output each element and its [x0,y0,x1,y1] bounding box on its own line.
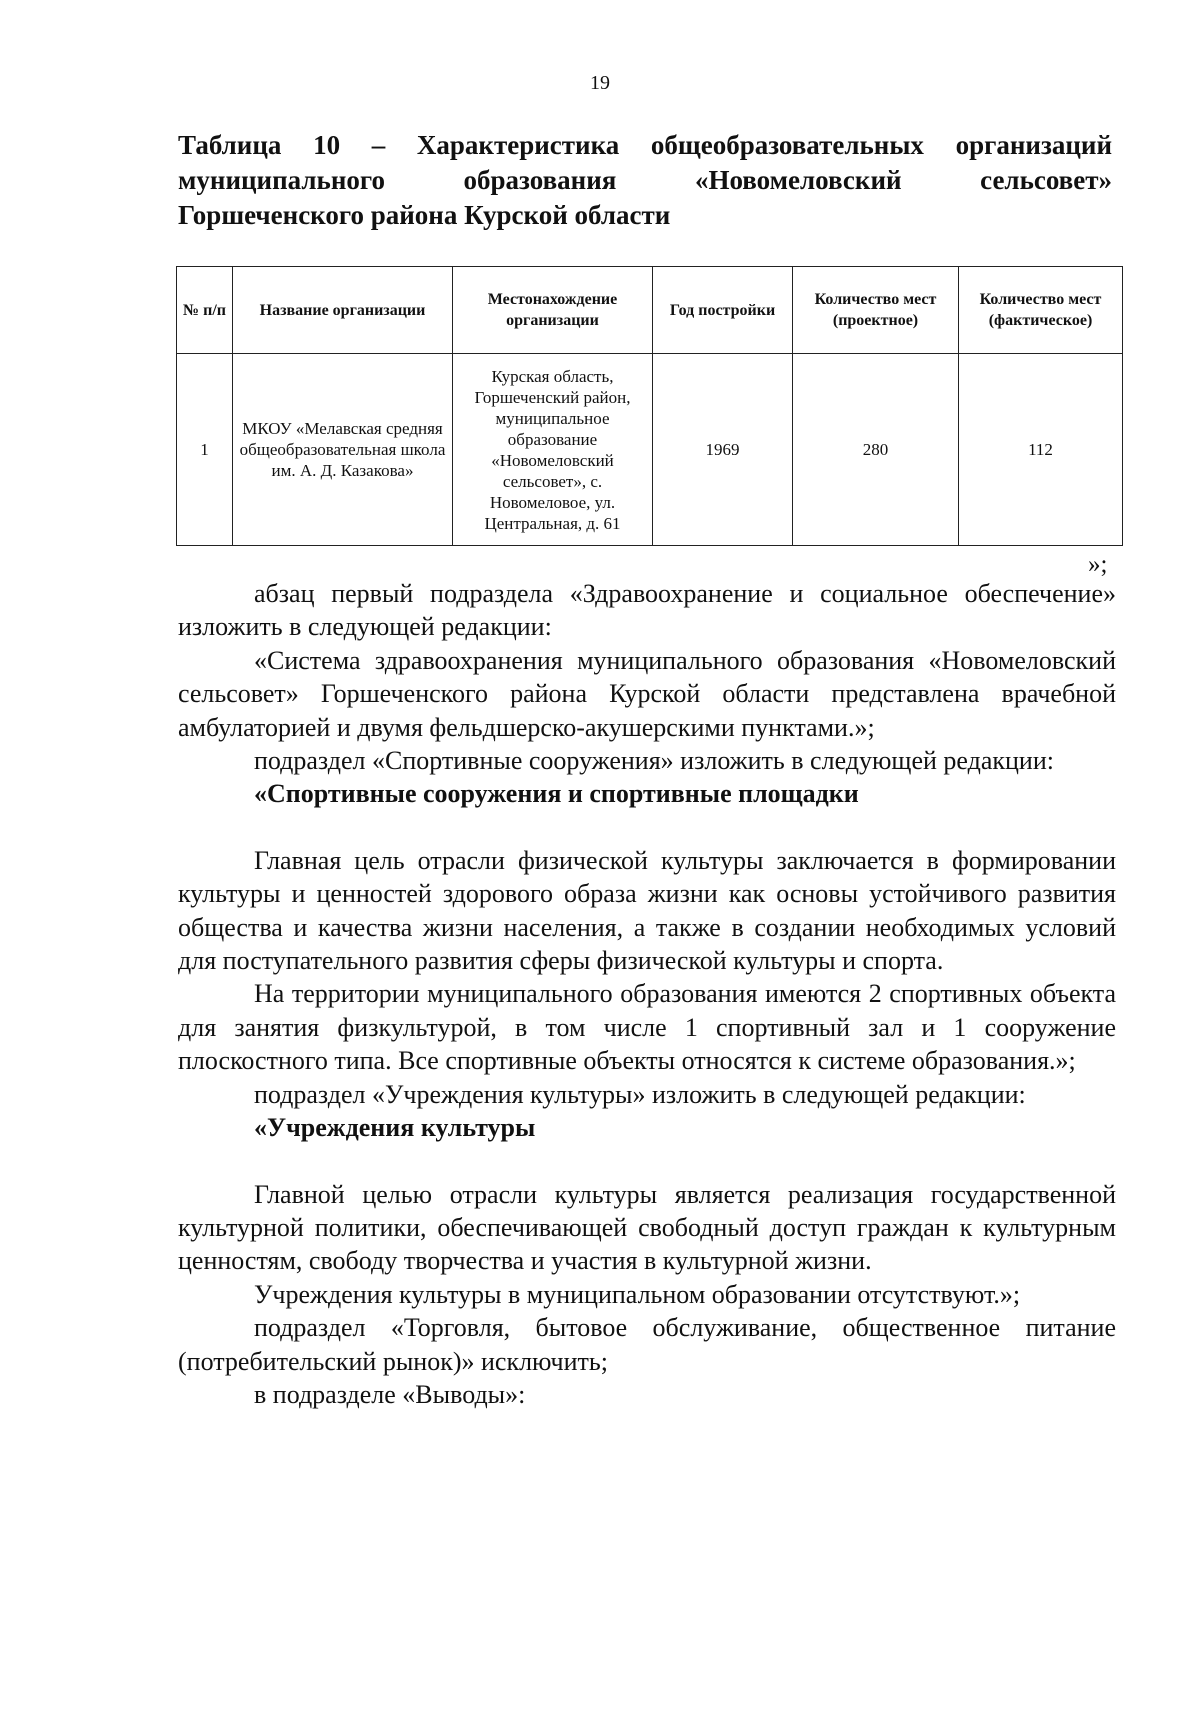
cell-number: 1 [177,354,233,546]
header-capacity-design: Количество мест (проектное) [793,267,959,354]
table-title-line-2: муниципального образования «Новомеловский сельсовет» [178,165,1112,195]
paragraph: подраздел «Учреждения культуры» изложить в следующей редакции: [254,1079,1026,1109]
organizations-table [176,266,1123,546]
paragraph: подраздел «Спортивные сооружения» изложить в следующей редакции: [254,746,1054,776]
page-number: 19 [590,72,610,94]
spacer [178,811,1116,844]
header-number: № п/п [177,267,233,354]
header-capacity-actual: Количество мест (фактическое) [959,267,1123,354]
table-closing-quote: »; [1088,551,1108,578]
paragraph: в подразделе «Выводы»: [254,1379,526,1409]
body-text [178,577,1116,1411]
table-title [178,128,1112,233]
paragraph: «Система здравоохранения муниципального образования «Новомеловский сельсовет» Горшеченского района Курской области представлена врачебной амбулаторией и двумя фельдшерско-акушерскими пунктами.»; [178,645,1116,742]
paragraph: подраздел «Торговля, бытовое обслуживание, общественное питание (потребительский рынок)» исключить; [178,1313,1116,1376]
table-title-line-1: Таблица 10 – Характеристика общеобразовательных организаций [178,130,1112,160]
paragraph: абзац первый подраздела «Здравоохранение и социальное обеспечение» изложить в следующей редакции: [178,579,1116,642]
table-header-row [177,267,1123,354]
paragraph: На территории муниципального образования имеются 2 спортивных объекта для занятия физкультурой, в том числе 1 спортивный зал и 1 сооружение плоскостного типа. Все спортивные объекты относятся к системе образования.»; [178,979,1116,1076]
cell-capacity-design: 280 [793,354,959,546]
cell-name: МКОУ «Мелавская средняя общеобразовательная школа им. А. Д. Казакова» [233,354,453,546]
section-heading-sports: «Спортивные сооружения и спортивные площадки [254,779,859,809]
table-title-line-3: Горшеченского района Курской области [178,200,671,230]
paragraph: Главной целью отрасли культуры является реализация государственной культурной политики, обеспечивающей свободный доступ граждан к культурным ценностям, свободу творчества и участия в культурной жизни. [178,1179,1116,1276]
cell-year: 1969 [653,354,793,546]
header-location: Местонахождение организации [453,267,653,354]
header-name: Название организации [233,267,453,354]
cell-capacity-actual: 112 [959,354,1123,546]
spacer [178,1145,1116,1178]
table-row [177,354,1123,546]
cell-location: Курская область, Горшеченский район, муниципальное образование «Новомеловский сельсовет», с. Новомеловое, ул. Центральная, д. 61 [453,354,653,546]
paragraph: Главная цель отрасли физической культуры заключается в формировании культуры и ценностей здорового образа жизни как основы устойчивого развития общества и качества жизни населения, а также в создании необходимых условий для поступательного развития сферы физической культуры и спорта. [178,845,1116,976]
section-heading-culture: «Учреждения культуры [254,1113,536,1143]
header-year: Год постройки [653,267,793,354]
paragraph: Учреждения культуры в муниципальном образовании отсутствуют.»; [254,1279,1021,1309]
